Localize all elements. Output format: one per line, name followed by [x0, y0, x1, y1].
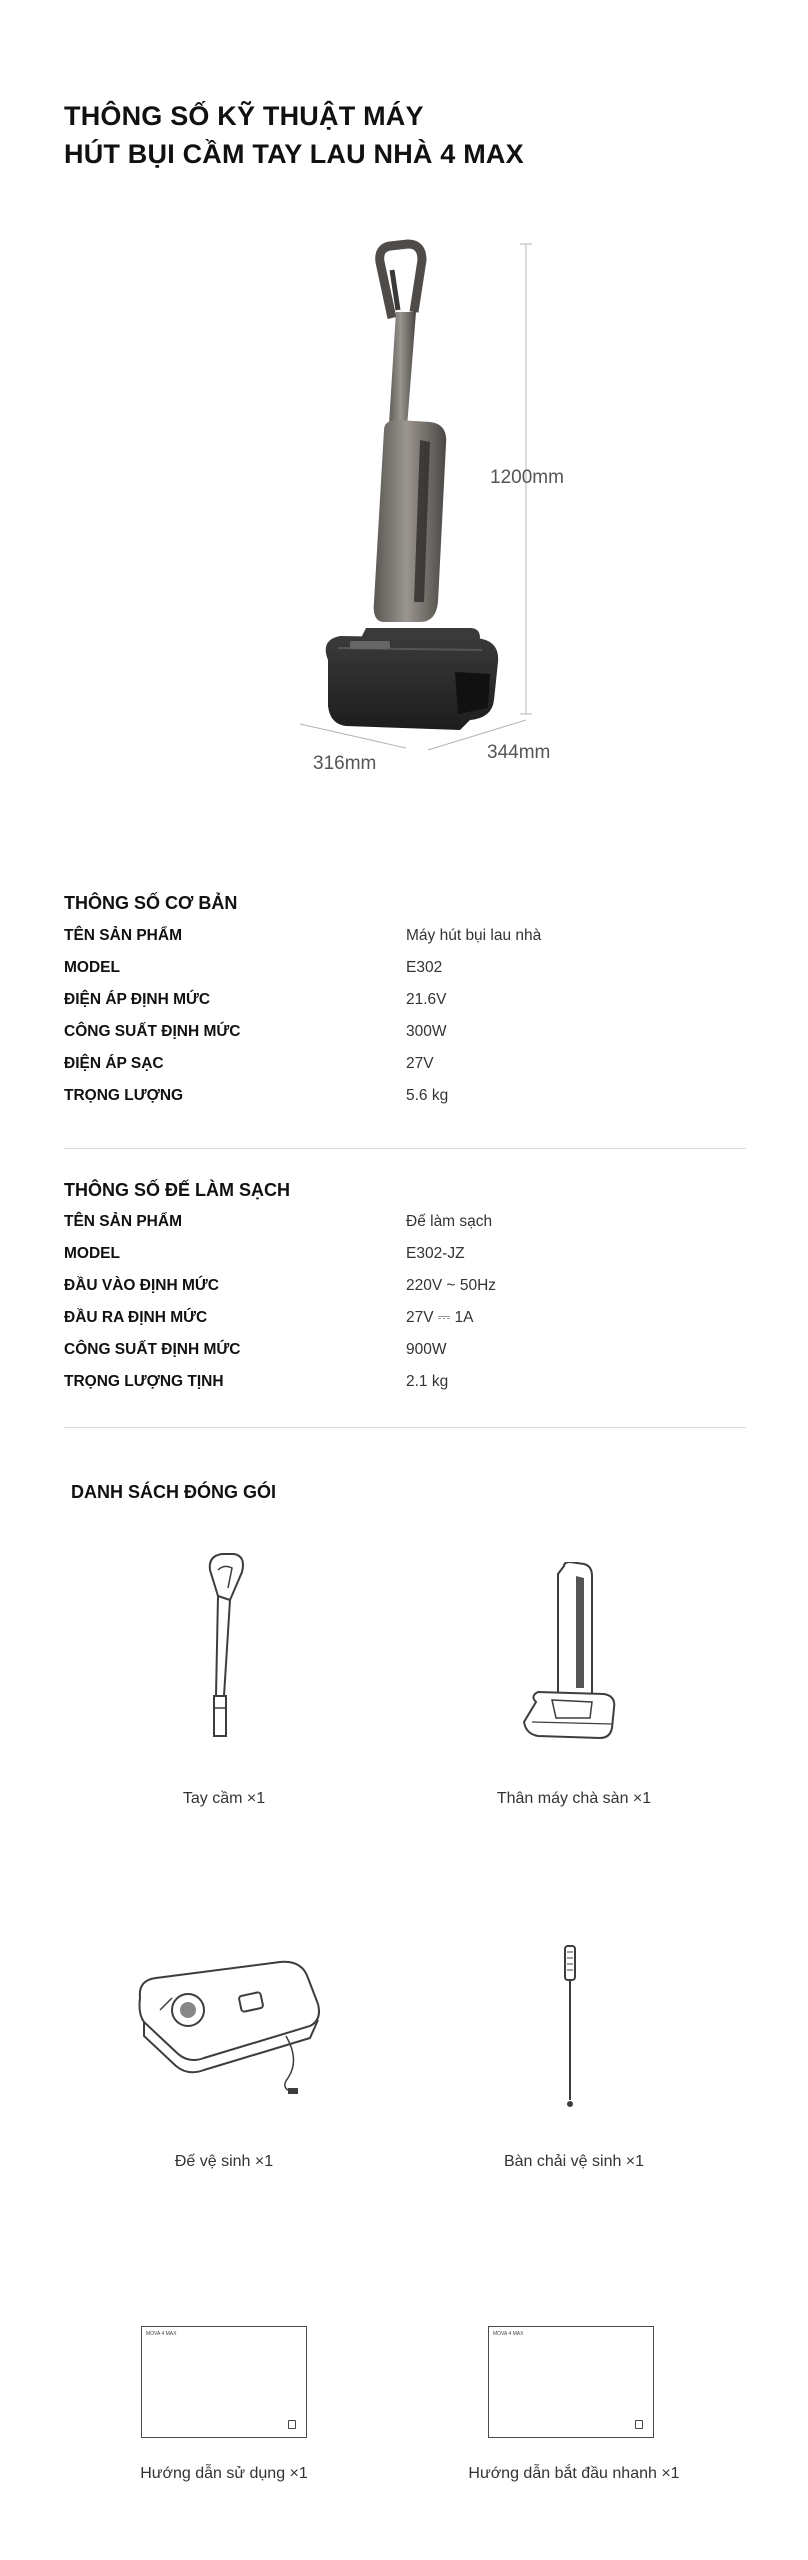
width-dimension-line [300, 724, 406, 748]
spec-value: 27V [406, 1055, 434, 1072]
spec-label: CÔNG SUẤT ĐỊNH MỨC [64, 1341, 241, 1358]
spec-value: 300W [406, 1023, 447, 1040]
spec-row [64, 1373, 744, 1405]
spec-value: Máy hút bụi lau nhà [406, 927, 542, 944]
spec-row [64, 927, 744, 959]
package-item-label: Hướng dẫn bắt đầu nhanh ×1 [468, 2465, 680, 2482]
spec-label: ĐẦU RA ĐỊNH MỨC [64, 1309, 208, 1326]
package-item-label: Hướng dẫn sử dụng ×1 [140, 2465, 308, 2482]
spec-value: Đế làm sạch [406, 1213, 493, 1230]
manual-header-text: MOVA 4 MAX [493, 2331, 524, 2337]
spec-label: TRỌNG LƯỢNG [64, 1087, 184, 1104]
handle-icon [190, 1548, 260, 1748]
spec-label: ĐẦU VÀO ĐỊNH MỨC [64, 1277, 219, 1294]
spec-row [64, 991, 744, 1023]
cleaning-base-station [326, 636, 498, 730]
package-list-title: DANH SÁCH ĐÓNG GÓI [71, 1482, 277, 1502]
brand-mark-icon [635, 2420, 643, 2429]
package-item-label: Đế vệ sinh ×1 [174, 2153, 274, 2170]
spec-value: E302-JZ [406, 1245, 465, 1262]
quick-start-guide-icon [488, 2326, 654, 2438]
spec-row [64, 1309, 744, 1341]
spec-label: TRỌNG LƯỢNG TỊNH [64, 1373, 224, 1390]
spec-row [64, 1087, 744, 1119]
spec-label: TÊN SẢN PHẨM [64, 1213, 182, 1230]
basic-specs-title: THÔNG SỐ CƠ BẢN [64, 893, 238, 913]
page-title-line-2: HÚT BỤI CẦM TAY LAU NHÀ 4 MAX [64, 139, 524, 169]
depth-dimension-label: 344mm [487, 742, 551, 763]
spec-label: ĐIỆN ÁP ĐỊNH MỨC [64, 991, 211, 1008]
manual-header-text: MOVA 4 MAX [146, 2331, 177, 2337]
floor-scrubber-body-icon [512, 1562, 620, 1762]
height-dimension-label: 1200mm [490, 467, 564, 488]
spec-label: MODEL [64, 1245, 120, 1262]
spec-row [64, 1023, 744, 1055]
cleaning-base-icon [130, 1940, 330, 2100]
spec-value: 27V ⎓ 1A [406, 1309, 474, 1326]
spec-row [64, 1055, 744, 1087]
spec-row [64, 1245, 744, 1277]
spec-label: MODEL [64, 959, 120, 976]
spec-value: 2.1 kg [406, 1373, 449, 1390]
package-item-label: Bàn chải vệ sinh ×1 [503, 2153, 645, 2170]
cleaning-brush-icon [560, 1944, 580, 2114]
spec-row [64, 1277, 744, 1309]
width-dimension-label: 316mm [313, 753, 377, 774]
brand-mark-icon [288, 2420, 296, 2429]
spec-row [64, 959, 744, 991]
package-item-label: Thân máy chà sàn ×1 [496, 1790, 652, 1807]
vacuum-handle [380, 244, 422, 318]
section-divider [64, 1148, 746, 1149]
package-item-label: Tay cầm ×1 [182, 1790, 266, 1807]
spec-row [64, 1213, 744, 1245]
vacuum-main-body [374, 420, 446, 622]
spec-label: TÊN SẢN PHẨM [64, 927, 182, 944]
spec-value: 220V ~ 50Hz [406, 1277, 497, 1294]
base-specs-title: THÔNG SỐ ĐẾ LÀM SẠCH [64, 1180, 291, 1200]
product-dimension-illustration [280, 230, 580, 790]
spec-label: CÔNG SUẤT ĐỊNH MỨC [64, 1023, 241, 1040]
section-divider [64, 1427, 746, 1428]
spec-value: 5.6 kg [406, 1087, 449, 1104]
spec-value: E302 [406, 959, 443, 976]
spec-value: 21.6V [406, 991, 447, 1008]
spec-label: ĐIỆN ÁP SẠC [64, 1055, 164, 1072]
user-manual-icon [141, 2326, 307, 2438]
page-title-line-1: THÔNG SỐ KỸ THUẬT MÁY [64, 101, 424, 131]
spec-row [64, 1341, 744, 1373]
spec-value: 900W [406, 1341, 447, 1358]
